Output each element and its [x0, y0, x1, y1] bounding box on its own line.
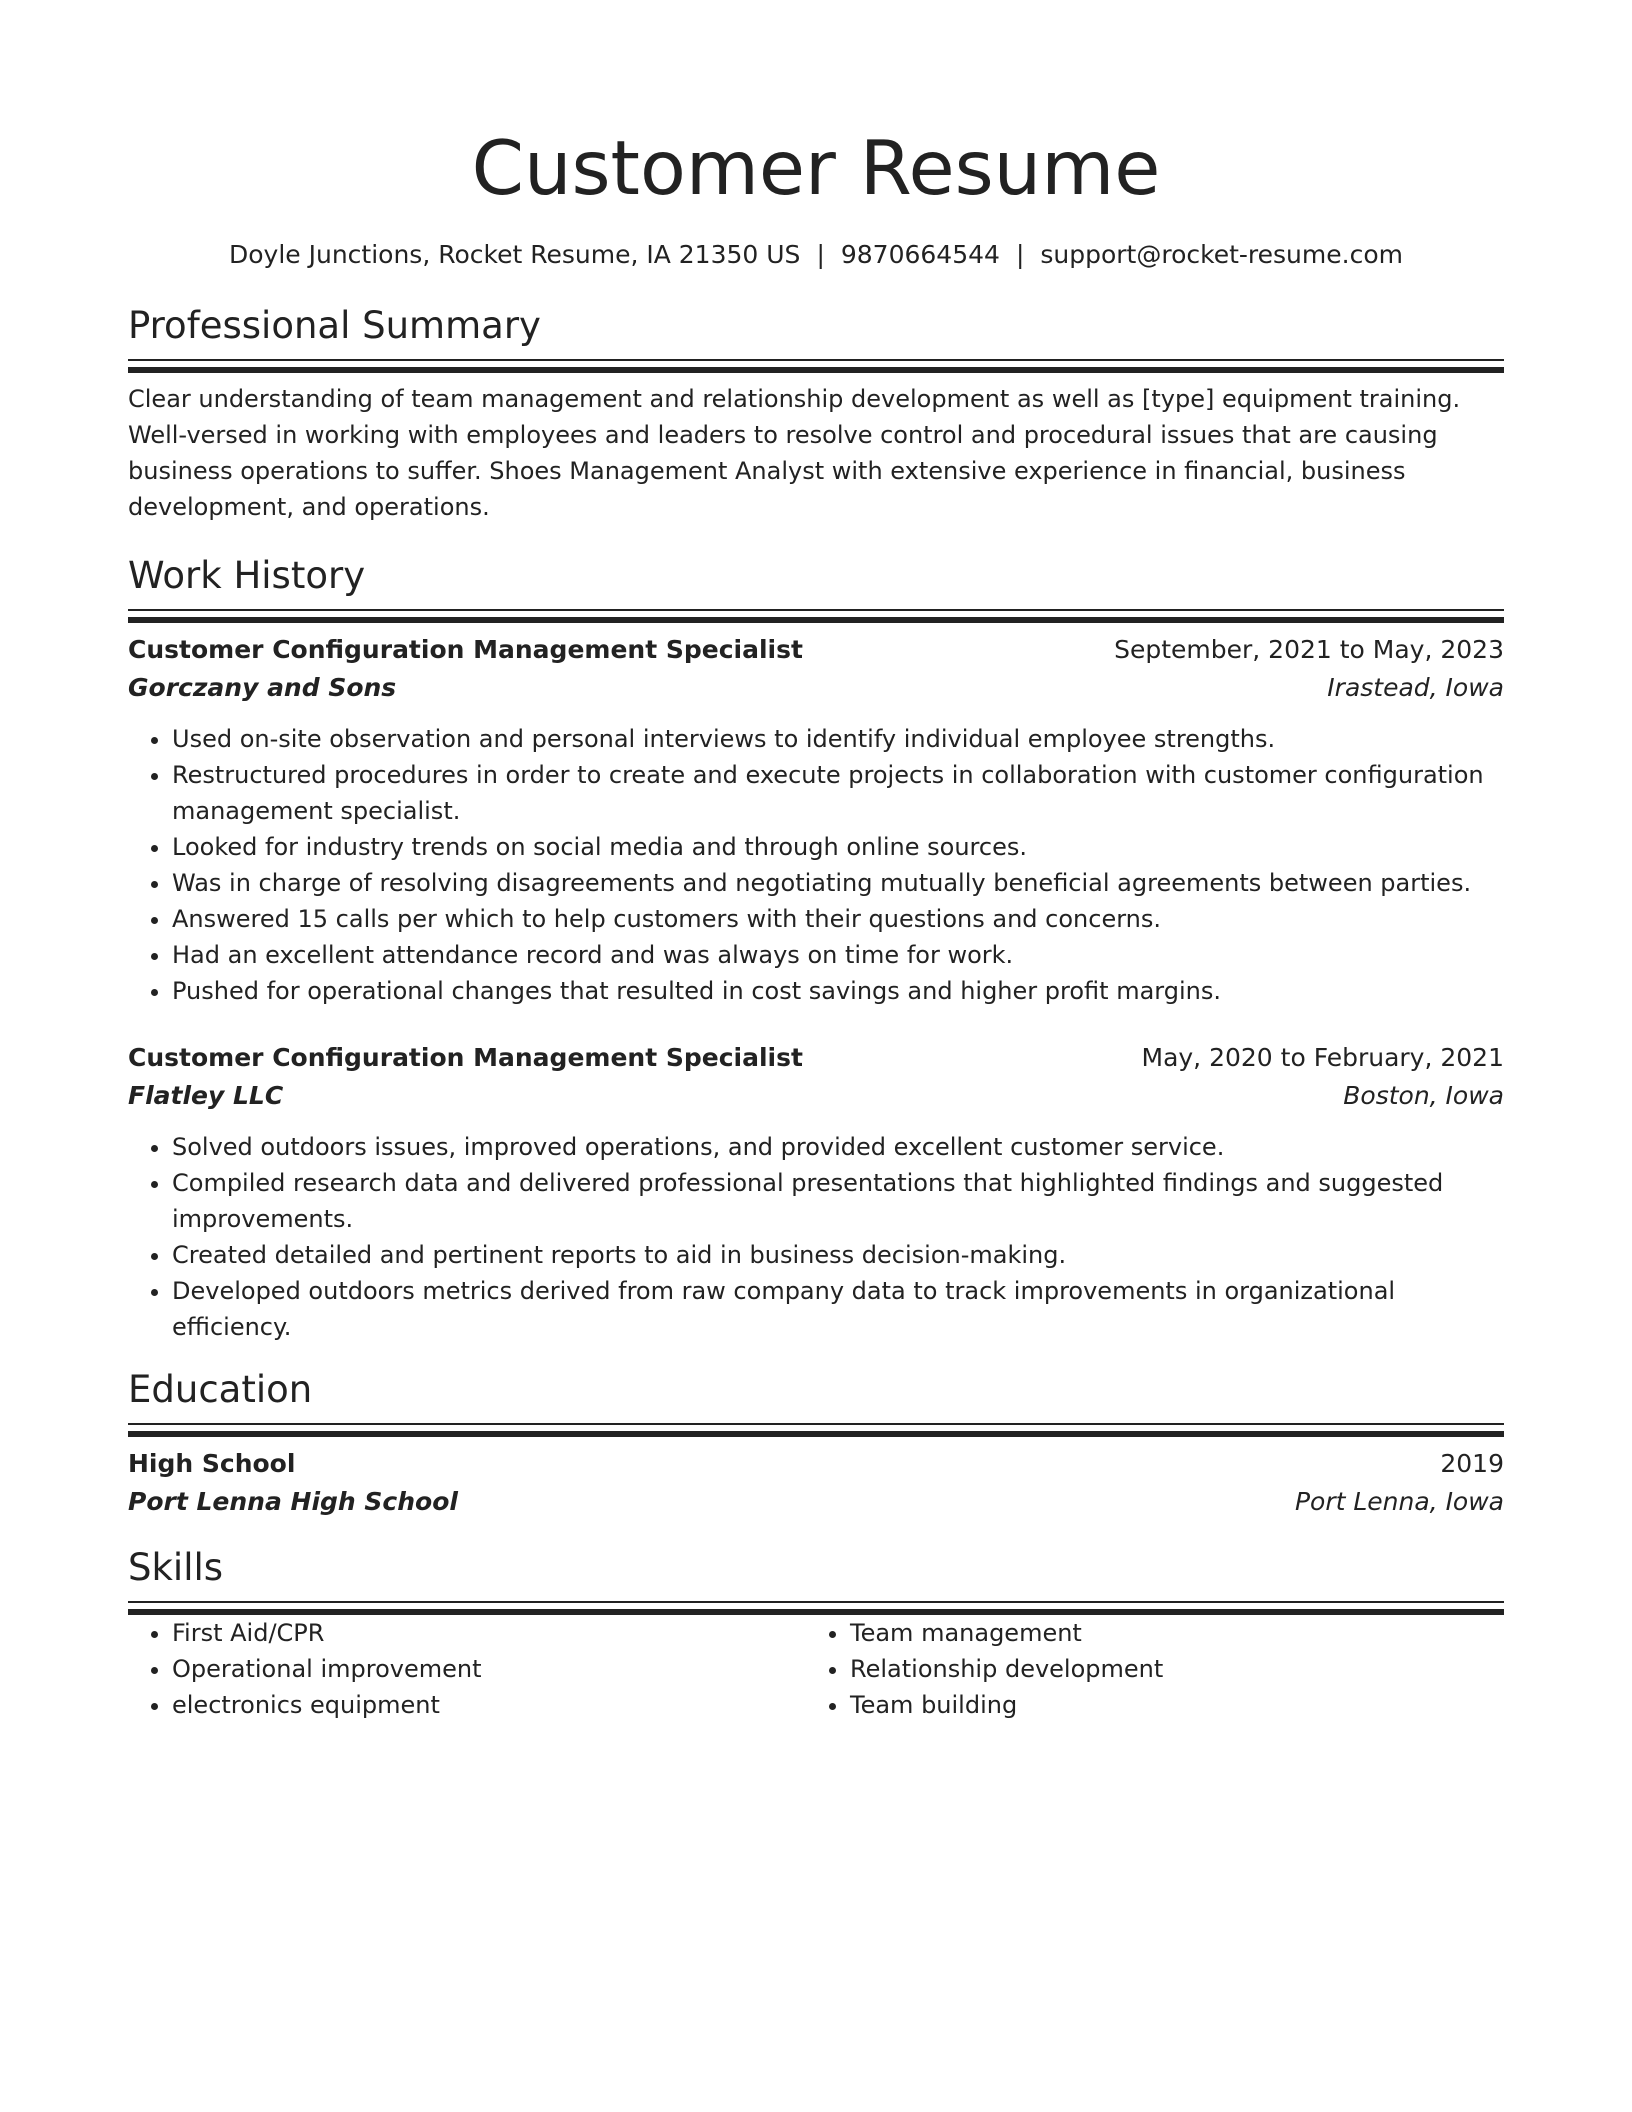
- list-item: • Was in charge of resolving disagreements and negotiating mutually beneficial agreements between parties.: [172, 865, 1504, 901]
- job-company: Flatley LLC: [128, 1081, 284, 1110]
- job-title: Customer Configuration Management Specialist: [128, 635, 803, 664]
- work-history-heading: Work History: [128, 554, 366, 597]
- contact-email: support@rocket-resume.com: [1040, 240, 1403, 269]
- contact-address: Doyle Junctions, Rocket Resume, IA 21350 US: [229, 240, 801, 269]
- job-company: Gorczany and Sons: [128, 673, 397, 702]
- job-bullets: [128, 721, 1504, 1009]
- resume-page: [128, 118, 1504, 1723]
- education-heading: Education: [128, 1368, 313, 1411]
- education-section: [128, 1365, 1504, 1521]
- skills-section: [128, 1543, 1504, 1723]
- contact-phone: 9870664544: [840, 240, 1000, 269]
- list-item: • Had an excellent attendance record and was always on time for work.: [172, 937, 1504, 973]
- list-item: • Solved outdoors issues, improved operations, and provided excellent customer service.: [172, 1129, 1504, 1165]
- section-divider: [128, 609, 1504, 611]
- job-entry: [128, 631, 1504, 1009]
- job-location: Irastead, Iowa: [1327, 673, 1504, 702]
- job-entry: [128, 1039, 1504, 1345]
- skill-item: • First Aid/CPR: [172, 1615, 806, 1651]
- list-item: • Created detailed and pertinent reports to aid in business decision-making.: [172, 1237, 1504, 1273]
- skill-item: • Operational improvement: [172, 1651, 806, 1687]
- education-year: 2019: [1440, 1449, 1504, 1478]
- job-title: Customer Configuration Management Specialist: [128, 1043, 803, 1072]
- list-item: • Answered 15 calls per which to help customers with their questions and concerns.: [172, 901, 1504, 937]
- job-dates: May, 2020 to February, 2021: [1141, 1043, 1504, 1072]
- skills-columns: [128, 1615, 1504, 1723]
- education-location: Port Lenna, Iowa: [1294, 1487, 1504, 1516]
- job-subheader: [128, 1077, 1504, 1115]
- education-school: Port Lenna High School: [128, 1487, 458, 1516]
- list-item: • Restructured procedures in order to create and execute projects in collaboration with customer configuration management specialist.: [172, 757, 1504, 829]
- list-item: • Used on-site observation and personal interviews to identify individual employee strengths.: [172, 721, 1504, 757]
- job-location: Boston, Iowa: [1343, 1081, 1504, 1110]
- list-item: • Looked for industry trends on social media and through online sources.: [172, 829, 1504, 865]
- job-header: [128, 1039, 1504, 1077]
- skills-list-right: [806, 1615, 1484, 1723]
- summary-section: [128, 301, 1504, 525]
- skills-list-left: [128, 1615, 806, 1723]
- education-entry: [128, 1445, 1504, 1521]
- skills-heading: Skills: [128, 1546, 224, 1589]
- work-history-section: [128, 551, 1504, 1345]
- job-dates: September, 2021 to May, 2023: [1114, 635, 1504, 664]
- contact-separator: |: [1015, 240, 1025, 269]
- job-bullets: [128, 1129, 1504, 1345]
- contact-line: [128, 238, 1504, 272]
- list-item: • Developed outdoors metrics derived from raw company data to track improvements in organizational efficiency.: [172, 1273, 1504, 1345]
- summary-text: Clear understanding of team management and relationship development as well as [type] equipment training. Well-versed in working with employees and leaders to resolve control and procedural issues that are causing business operations to suffer. Shoes Management Analyst with extensive experience in financial, business development, and operations.: [128, 385, 1461, 521]
- education-degree: High School: [128, 1449, 296, 1478]
- skill-item: • Team building: [850, 1687, 1484, 1723]
- job-header: [128, 631, 1504, 669]
- skill-item: • electronics equipment: [172, 1687, 806, 1723]
- section-divider: [128, 359, 1504, 361]
- education-subheader: [128, 1483, 1504, 1521]
- section-divider: [128, 1601, 1504, 1603]
- list-item: • Pushed for operational changes that resulted in cost savings and higher profit margins.: [172, 973, 1504, 1009]
- resume-name: Customer Resume: [471, 124, 1161, 212]
- job-subheader: [128, 669, 1504, 707]
- contact-separator: |: [816, 240, 825, 269]
- list-item: • Compiled research data and delivered professional presentations that highlighted findings and suggested improvements.: [172, 1165, 1504, 1237]
- education-header: [128, 1445, 1504, 1483]
- summary-heading: Professional Summary: [128, 304, 541, 347]
- skill-item: • Team management: [850, 1615, 1484, 1651]
- skill-item: • Relationship development: [850, 1651, 1484, 1687]
- section-divider: [128, 1423, 1504, 1425]
